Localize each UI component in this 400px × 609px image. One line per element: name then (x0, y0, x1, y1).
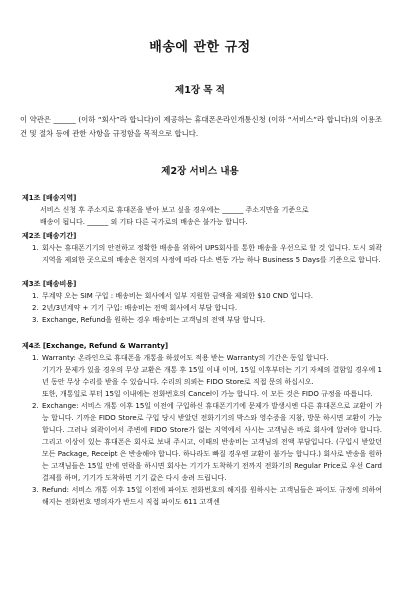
article-3-item (32, 314, 382, 326)
article-3-heading: 제3조 [배송비용] (22, 280, 77, 288)
intro-paragraph: 이 약관은 ______ (이하 “회사”라 합니다)이 제공하는 휴대폰온라인개통신청 (이하 “서비스”라 합니다)의 이용조건 및 절차 등에 관한 사항을 규정함을 목적으로 합니다. (20, 115, 382, 138)
article-4-item-refund (32, 484, 382, 508)
warranty-details (32, 364, 382, 400)
article-1-heading: 제1조 [배송지역] (22, 194, 77, 202)
item-number: 3. (32, 486, 39, 494)
article-4-heading: 제4조 [Exchange, Refund & Warranty] (22, 342, 169, 350)
warranty-paragraph: 또한, 개통일로 부터 15일 이내에는 전화번호의 Cancel이 가능 합니다. 이 모든 것은 FIDO 규정을 따릅니다. (42, 390, 373, 398)
item-number: 2. (32, 304, 39, 312)
article-1 (22, 192, 382, 228)
article-4 (22, 340, 382, 508)
article-1-body (40, 204, 382, 228)
item-number: 2. (32, 402, 39, 410)
item-number: 1. (32, 244, 39, 252)
item-number: 1. (32, 354, 39, 362)
chapter-2-heading: 제2장 서비스 내용 (161, 166, 239, 177)
item-number: 1. (32, 292, 39, 300)
article-1-line: 서비스 신청 후 주소지로 휴대폰을 받아 보고 싶을 경우에는 ______ 주소지만을 기준으로 (40, 206, 309, 214)
item-text: Refund: 서비스 개통 이후 15일 이전에 파이도 전화번호의 해지를 원하시는 고객님들은 파이도 규정에 의하여 해지는 전화번호 명의자가 반드시 직접 파이도 611 고객센 (42, 486, 382, 506)
warranty-paragraph: 기기가 문제가 있을 경우의 무상 교환은 개통 후 15일 이내 이며, 15일 이후부터는 기기 자체의 결함일 경우에 1년 동안 무상 수리를 받을 수 있습니다. 수리의 의뢰는 FIDO Store로 직접 문의 하십시오. (42, 366, 382, 386)
article-2-heading: 제2조 [배송기간] (22, 232, 77, 240)
item-text: 2년/3년계약 + 기기 구입: 배송비는 전액 회사에서 부담 합니다. (42, 304, 238, 312)
article-3-item (32, 302, 382, 314)
article-4-item-exchange (32, 400, 382, 484)
item-text: Warranty: 온라인으로 휴대폰을 개통을 하셨어도 적용 받는 Warranty의 기간은 동일 합니다. (42, 354, 329, 362)
article-2 (22, 230, 382, 266)
item-text: 회사는 휴대폰기기의 안전하고 정확한 배송을 위하여 UPS회사를 통한 배송을 우선으로 할 것 입니다. 도시 외곽 지역을 제외한 곳으로의 배송은 현지의 사정에 따라 다소 변동 가능 하나 Business 5 Days를 기준으로 합니다. (42, 244, 382, 264)
article-4-item-warranty (32, 352, 382, 364)
item-text: Exchange, Refund을 원하는 경우 배송비는 고객님의 전액 부담 합니다. (42, 316, 266, 324)
article-3 (22, 278, 382, 326)
article-1-line: 배송이 됩니다. ______ 외 기타 다른 국가로의 배송은 불가능 합니다. (40, 218, 248, 226)
item-text: Exchange: 서비스 개통 이후 15일 이전에 구입하신 휴대폰기기에 문제가 발생시엔 다른 휴대폰으로 교환이 가능 합니다. 기까운 FIDO Store로 구입 당시 받았던 전화기기의 박스와 영수증을 지참, 방문 하시면 교환이 가능 합니다. 그러나 외곽이어서 주변에 FIDO Store가 없는 지역에서 사시는 고객님은 바로 회사에 알려야 합니다. 그리고 이상이 있는 휴대폰은 회사로 보내 주시고, 이때의 반송비는 고객님의 전액 부담입니다. (구입시 받았던 모든 Package, Receipt 은 반송해야 합니다. 하나라도 빠질 경우엔 교환이 불가능 합니다.) 회사로 반송을 원하는 고객님들은 15일 안에 연락을 하시면 회사는 기기가 도착하기 전까지 전화기의 Regular Price로 우선 Card 결제를 하며, 기기가 도착하면 기기 값은 다시 송려 드립니다. (42, 402, 382, 482)
item-text: 무계약 오는 SIM 구입 : 배송비는 회사에서 일부 지원한 금액을 제외한 $10 CND 입니다. (42, 292, 314, 300)
article-3-item (32, 290, 382, 302)
chapter-1-heading: 제1장 목 적 (175, 85, 225, 96)
item-number: 3. (32, 316, 39, 324)
article-2-item (32, 242, 382, 266)
document-title: 배송에 관한 규정 (149, 40, 251, 55)
